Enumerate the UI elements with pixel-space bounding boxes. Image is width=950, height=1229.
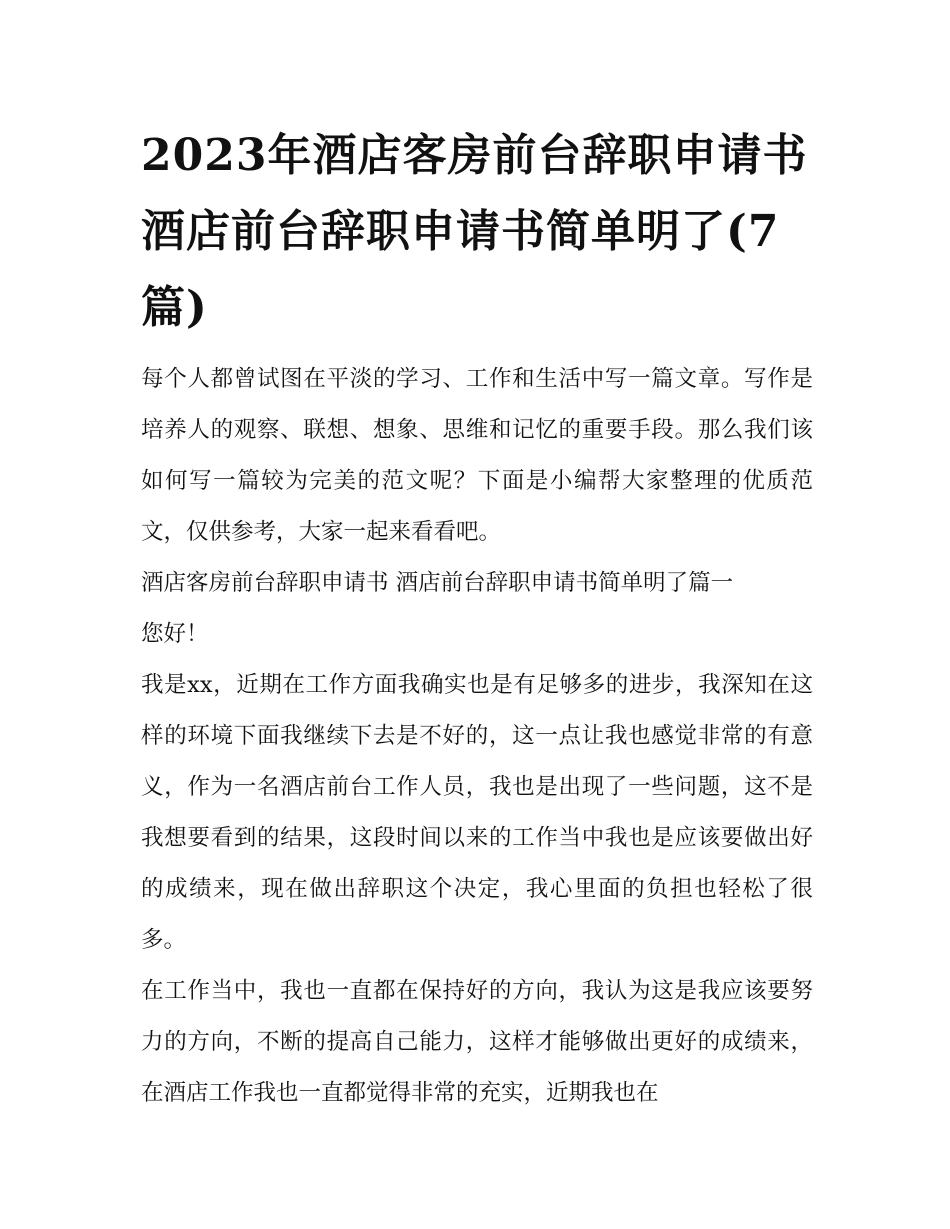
document-title: 2023年酒店客房前台辞职申请书 酒店前台辞职申请书简单明了(7篇) bbox=[141, 130, 808, 333]
salutation: 您好！ bbox=[141, 621, 209, 647]
section-heading: 酒店客房前台辞职申请书 酒店前台辞职申请书简单明了篇一 bbox=[141, 570, 734, 596]
body-paragraph: 在工作当中，我也一直都在保持好的方向，我认为这是我应该要努力的方向，不断的提高自己能力，这样才能够做出更好的成绩来，在酒店工作我也一直都觉得非常的充实，近期我也在 bbox=[141, 978, 813, 1106]
body-paragraph: 我是xx，近期在工作方面我确实也是有足够多的进步，我深知在这样的环境下面我继续下去是不好的，这一点让我也感觉非常的有意义，作为一名酒店前台工作人员，我也是出现了一些问题，这不是我想要看到的结果，这段时间以来的工作当中我也是应该要做出好的成绩来，现在做出辞职这个决定，我心里面的负担也轻松了很多。 bbox=[141, 672, 813, 953]
intro-paragraph: 每个人都曾试图在平淡的学习、工作和生活中写一篇文章。写作是培养人的观察、联想、想象、思维和记忆的重要手段。那么我们该如何写一篇较为完美的范文呢？下面是小编帮大家整理的优质范文，仅供参考，大家一起来看看吧。 bbox=[141, 366, 813, 545]
document-page bbox=[141, 118, 813, 1119]
